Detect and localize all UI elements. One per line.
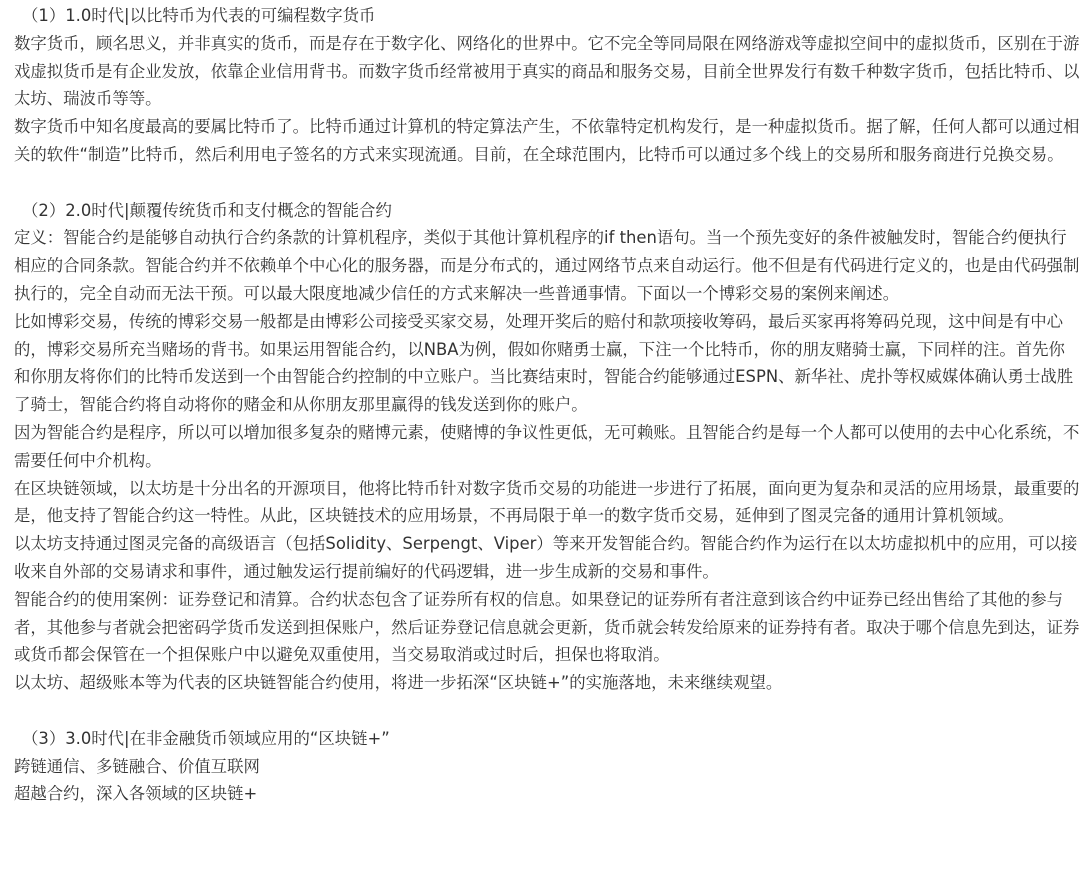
paragraph: 数字货币，顾名思义，并非真实的货币，而是存在于数字化、网络化的世界中。它不完全等同局限在网络游戏等虚拟空间中的虚拟货币，区别在于游戏虚拟货币是有企业发放，依靠企业信用背书。而数字货币经常被用于真实的商品和服务交易，目前全世界发行有数千种数字货币，包括比特币、以太坊、瑞波币等等。 xyxy=(14,33,1080,109)
paragraph: 因为智能合约是程序，所以可以增加很多复杂的赌博元素，使赌博的争议性更低，无可赖账。且智能合约是每一个人都可以使用的去中心化系统，不需要任何中介机构。 xyxy=(14,422,1080,470)
section-2 xyxy=(14,197,1080,697)
section-heading: （3）3.0时代|在非金融货币领域应用的“区块链+” xyxy=(22,728,390,748)
paragraph: 以太坊支持通过图灵完备的高级语言（包括Solidity、Serpengt、Viper）等来开发智能合约。智能合约作为运行在以太坊虚拟机中的应用，可以接收来自外部的交易请求和事件，通过触发运行提前编好的代码逻辑，进一步生成新的交易和事件。 xyxy=(14,534,1078,581)
paragraph: 数字货币中知名度最高的要属比特币了。比特币通过计算机的特定算法产生，不依靠特定机构发行，是一种虚拟货币。据了解，任何人都可以通过相关的软件“制造”比特币，然后利用电子签名的方式来实现流通。目前，在全球范围内，比特币可以通过多个线上的交易所和服务商进行兑换交易。 xyxy=(14,117,1080,164)
paragraph: 跨链通信、多链融合、价值互联网 xyxy=(14,756,260,776)
section-1 xyxy=(14,2,1080,169)
section-3 xyxy=(14,725,1080,808)
section-spacer xyxy=(14,169,1080,197)
section-spacer xyxy=(14,697,1080,725)
paragraph: 超越合约，深入各领域的区块链+ xyxy=(14,784,258,804)
paragraph: 智能合约的使用案例：证券登记和清算。合约状态包含了证券所有权的信息。如果登记的证券所有者注意到该合约中证券已经出售给了其他的参与者，其他参与者就会把密码学货币发送到担保账户，然后证券登记信息就会更新，货币就会转发给原来的证券持有者。取决于哪个信息先到达，证券或货币都会保管在一个担保账户中以避免双重使用，当交易取消或过时后，担保也将取消。 xyxy=(14,589,1080,665)
paragraph: 在区块链领域，以太坊是十分出名的开源项目，他将比特币针对数字货币交易的功能进一步进行了拓展，面向更为复杂和灵活的应用场景，最重要的是，他支持了智能合约这一特性。从此，区块链技术的应用场景，不再局限于单一的数字货币交易，延伸到了图灵完备的通用计算机领域。 xyxy=(14,478,1080,526)
paragraph: 以太坊、超级账本等为代表的区块链智能合约使用，将进一步拓深“区块链+”的实施落地，未来继续观望。 xyxy=(14,673,783,693)
paragraph: 定义：智能合约是能够自动执行合约条款的计算机程序，类似于其他计算机程序的if then语句。当一个预先变好的条件被触发时，智能合约便执行相应的合同条款。智能合约并不依赖单个中心化的服务器，而是分布式的，通过网络节点来自动运行。他不但是有代码进行定义的，也是由代码强制执行的，完全自动而无法干预。可以最大限度地减少信任的方式来解决一些普通事情。下面以一个博彩交易的案例来阐述。 xyxy=(14,228,1080,303)
section-heading: （2）2.0时代|颠覆传统货币和支付概念的智能合约 xyxy=(22,200,392,220)
article-body xyxy=(14,2,1080,808)
paragraph: 比如博彩交易，传统的博彩交易一般都是由博彩公司接受买家交易，处理开奖后的赔付和款项接收筹码，最后买家再将筹码兑现，这中间是有中心的，博彩交易所充当赌场的背书。如果运用智能合约，以NBA为例，假如你赌勇士赢，下注一个比特币，你的朋友赌骑士赢，下同样的注。首先你和你朋友将你们的比特币发送到一个由智能合约控制的中立账户。当比赛结束时，智能合约能够通过ESPN、新华社、虎扑等权威媒体确认勇士战胜了骑士，智能合约将自动将你的赌金和从你朋友那里赢得的钱发送到你的账户。 xyxy=(14,311,1074,415)
section-heading: （1）1.0时代|以比特币为代表的可编程数字货币 xyxy=(22,6,376,25)
